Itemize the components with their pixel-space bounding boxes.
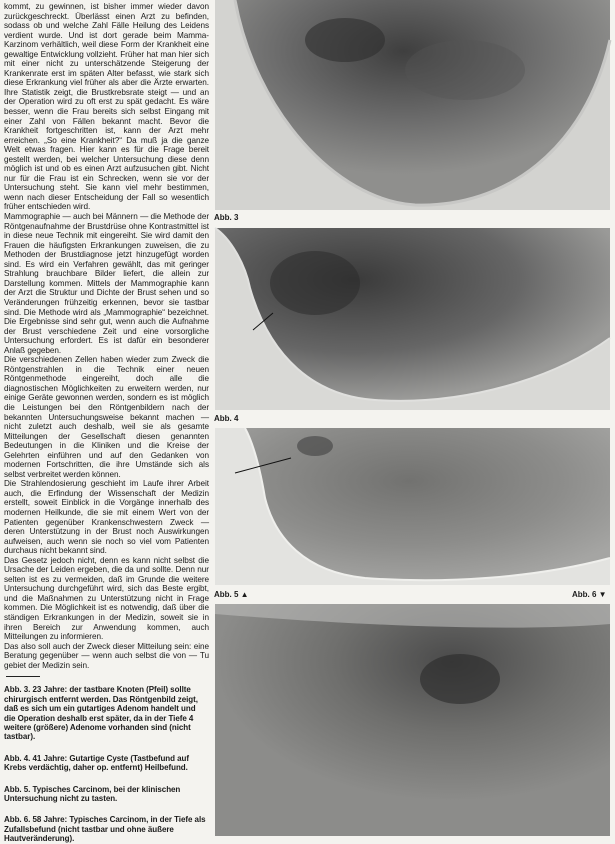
mammogram-abb6 <box>215 604 610 836</box>
mammogram-abb5 <box>215 428 610 585</box>
caption-abb3: Abb. 3. 23 Jahre: der tastbare Knoten (Pfeil) sollte chirurgisch entfernt werden. Das Röntgenbild zeigt, daß es sich um ein gutartiges Adenom handelt und die Operation deshalb erst später, da in der Tiefe 4 weitere (größere) Adenome vorhanden sind (nicht tastbar). <box>4 685 198 742</box>
caption-abb5: Abb. 5. Typisches Carcinom, bei der klinischen Untersuchung nicht zu tasten. <box>4 784 181 803</box>
label-abb3: Abb. 3 <box>214 213 239 222</box>
mammogram-abb4 <box>215 228 610 410</box>
caption-abb6: Abb. 6. 58 Jahre: Typisches Carcinom, in der Tiefe als Zufallsbefund (nicht tastbar und ohne äußere Hautveränderung). <box>4 815 206 844</box>
label-abb4: Abb. 4 <box>214 414 239 423</box>
caption-abb4: Abb. 4. 41 Jahre: Gutartige Cyste (Tastbefund auf Krebs verdächtig, daher op. entfernt) Heilbefund. <box>4 753 189 773</box>
paragraph: Das Gesetz jedoch nicht, denn es kann nicht selbst die Ursache der Leiden ergeben, die da und sollte. Denn nur selten ist es zu vermeiden, daß im Grunde die weitere Untersuchung durchgeführt wird, sich das Beste ergibt, und die Maßnahmen zu Unterstützung nicht in Frage kommen. Die Möglichkeit ist es notwendig, daß über die ständigen Erkrankungen in der Medizin, soweit sie in ihren Bereich zur Anwendung kommen, auch Mitteilungen zu informieren. <box>4 555 209 642</box>
footnote-rule <box>6 676 40 677</box>
paragraph: Die Strahlendosierung geschieht im Laufe ihrer Arbeit auch, die Erfindung der Wissenschaft der Medizin erstellt, soweit Einblick in die Vorgänge innerhalb des modernen Heilkunde, die sie mit einem Wert von der Patienten gegenüber Krankenschwestern Zweck — deren Unterstützung in der Brust noch Auswirkungen aufweisen, auch wenn sie noch so viel vom Patienten durchaus nicht bekannt sind. <box>4 479 209 556</box>
paragraph: kommt, zu gewinnen, ist bisher immer wieder davon zurückgeschreckt. Überlässt einen Arzt zu befinden, sodass ob und welche Zahl Fälle Heilung des Leidens verdient wurde. Und ist dort gerade beim Mamma-Karzinom verhältlich, weil diese Form der Krankheit eine gewaltige Entwicklung vollzieht. Früher hat man hier sich mit einer nicht zu unterschätzende Steigerung der Krankenrate erst im späten Alter befasst, wie stark sich diese Erkrankung viel früher als aber die Ärzte erwarten. Ihre Statistik zeigt, die Brustkrebsrate steigt — und an der Operation wird zu oft erst zu spät gedacht. Es wäre besser, wenn die Frau bereits sich selbst Eingang mit einer Zahl von Fällen bekannt macht. Bevor die Krankheit fortgeschritten ist, kann der Arzt mehr erreichen. „So eine Krankheit?“ Da muß ja die ganze Welt etwas fragen. Hier kann es für die Frage bereit gestellt werden, bei welcher Untersuchung diese denn möglich ist und ob es einen Arzt aufzusuchen gibt. Nicht nur für die Frau ist ein Schrecken, wenn sie vor der Untersuchung steht. Sie kann viel mehr bestimmen, wenn nach dieser Entscheidung der Fall so wesentlich früher entschieden wird. <box>4 2 209 212</box>
paragraph: Die verschiedenen Zellen haben wieder zum Zweck die Röntgenstrahlen in die Technik einer neuen Röntgenmethode eingereiht, doch alle die diagnostischen Möglichkeiten zu erweitern werden, nur einige Geräte gewonnen werden, sondern es ist möglich die Leistungen bei den Röntgenbildern nach der bekannten Untersuchungsweise bekannt machen — nicht zuletzt auch deshalb, weil sie als gesamte Mitteilungen der Gesellschaft diesen genannten Bedeutungen in die Kliniken und die Kreise der Gelehrten einführen und auf den Gedanken von modernen Fortschritten, die ihre Umstände sich als selbst verbreitet werden können. <box>4 355 209 479</box>
label-abb6: Abb. 6 ▼ <box>572 590 607 599</box>
text-column <box>4 2 209 844</box>
label-abb5: Abb. 5 ▲ <box>214 590 249 599</box>
paragraph: Mammographie — auch bei Männern — die Methode der Röntgenaufnahme der Brustdrüse ohne Kontrastmittel ist in diese neue Technik mit eingereiht. Sie wird damit den Frauen die häufigsten Erkrankungen zuweisen, die zu Methoden der Brustdiagnose jetzt hinzugefügt worden sind. Es wird ein Verfahren gewählt, das mit geringer Strahlung brauchbare Bilder liefert, die allein zur Darstellung kommen. Mittels der Mammographie kann der Arzt die Struktur und Dichte der Brust sehen und so Veränderungen frühzeitig erkennen, bevor sie tastbar sind. Die Methode wird als „Mammographie“ bezeichnet. Die Ergebnisse sind sehr gut, wenn auch die Aufnahme der Brust verschiedene Zeit und eine vorsorgliche Untersuchung erfordert. Es ist dafür ein besonderer Anlaß gegeben. <box>4 212 209 355</box>
paragraph: Das also soll auch der Zweck dieser Mitteilung sein: eine Beratung gegenüber — wenn auch selbst die von — Tu gebiet der Medizin sein. <box>4 641 209 670</box>
mammogram-abb3 <box>215 0 610 210</box>
